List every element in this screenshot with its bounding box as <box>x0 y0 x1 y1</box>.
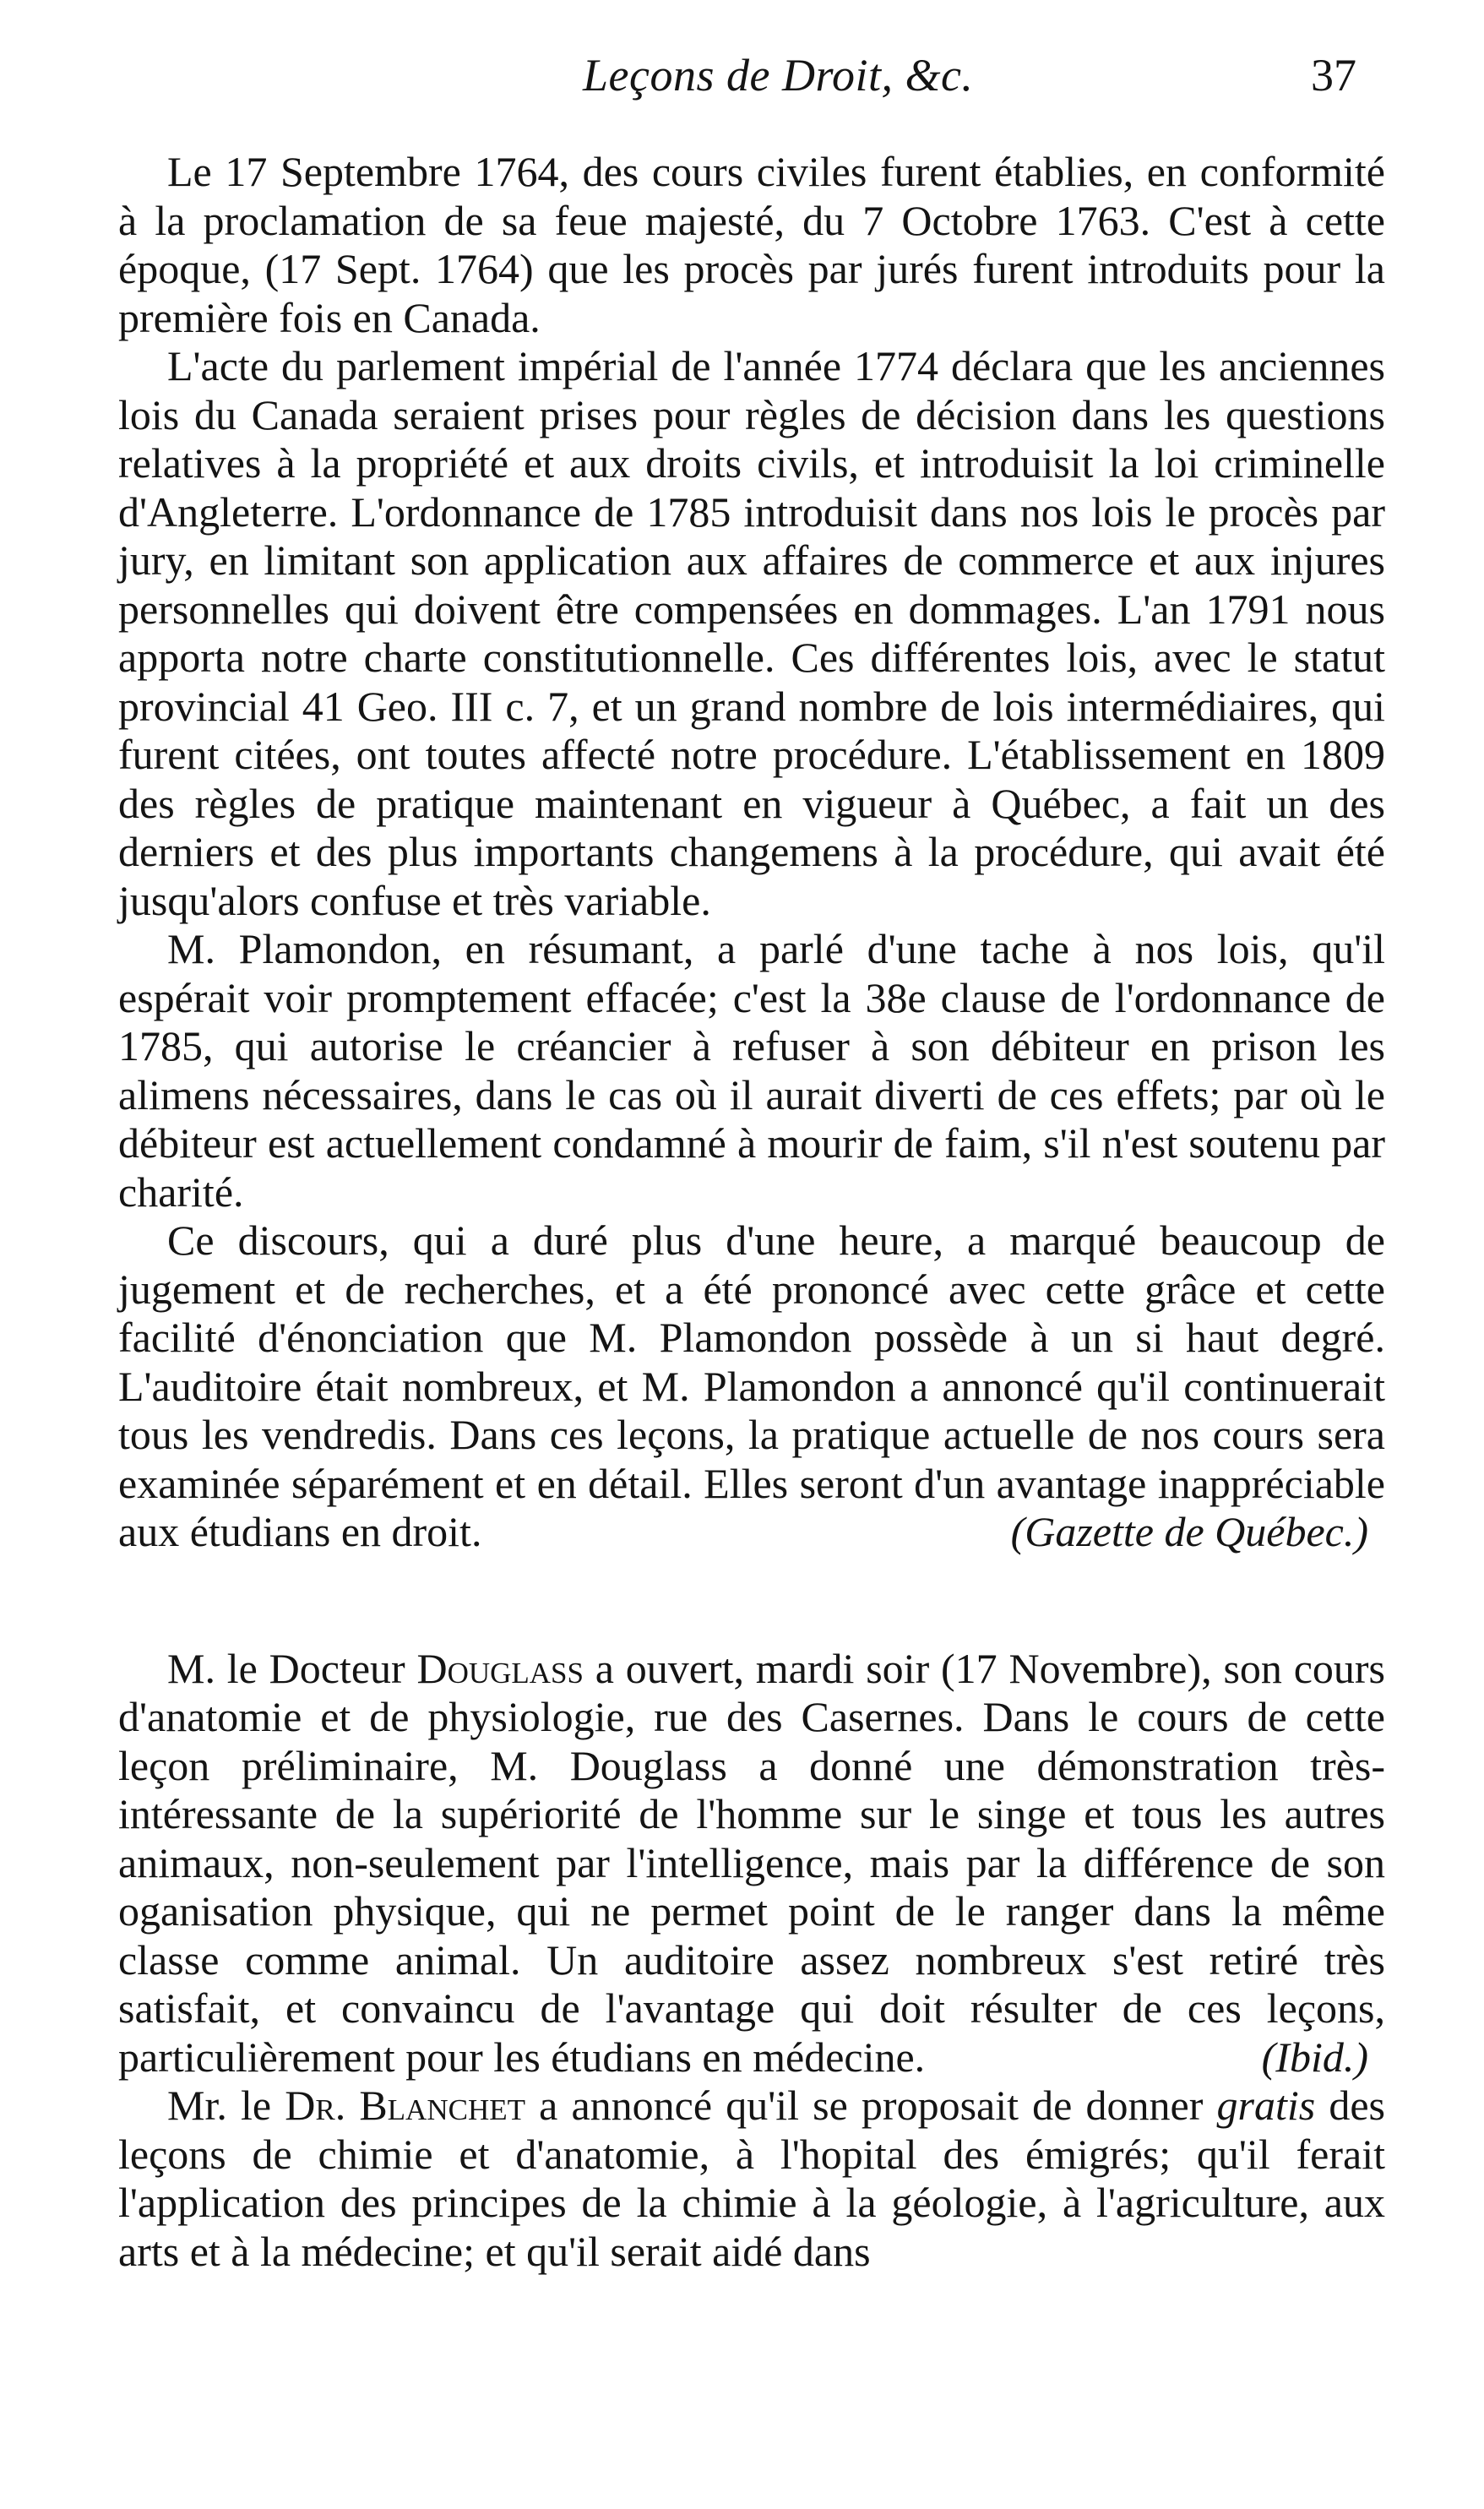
running-title: Leçons de Droit, &c. <box>583 50 974 101</box>
paragraph-plamondon-summary: M. Plamondon, en résumant, a parlé d'une tache à nos lois, qu'il espérait voir promptement effacée; c'est la 38e clause de l'ordonnance de 1785, qui autorise le créancier à refuser à son débiteur en prison les alimens nécessaires, dans le cas où il aurait diverti de ces effets; par où le débiteur est actuellement condamné à mourir de faim, s'il n'est soutenu par charité. <box>118 925 1385 1216</box>
blanchet-text: des leçons de chimie et d'anatomie, à l'hopital des émigrés; qu'il ferait l'application des principes de la chimie à la géologie, à l'agriculture, aux arts et à la médecine; et qu'il serait aidé dans <box>118 2082 1385 2275</box>
citation-gazette: (Gazette de Québec.) <box>1010 1508 1368 1555</box>
paragraph-imperial-act: L'acte du parlement impérial de l'année 1774 déclara que les anciennes lois du Canada seraient prises pour règles de décision dans les questions relatives à la propriété et aux droits civils, et introduisit la loi criminelle d'Angleterre. L'ordonnance de 1785 introduisit dans nos lois le procès par jury, en limitant son application aux affaires de commerce et aux injures personnelles qui doivent être compensées en dommages. L'an 1791 nous apporta notre charte constitutionnelle. Ces différentes lois, avec le statut provincial 41 Geo. III c. 7, et un grand nombre de lois intermédiaires, qui furent citées, ont toutes affecté notre procédure. L'établissement en 1809 des règles de pratique maintenant en vigueur à Québec, a fait un des derniers et des plus importants changemens à la procédure, qui avait été jusqu'alors confuse et très variable. <box>118 342 1385 924</box>
blanchet-intro: Mr. le <box>167 2082 285 2129</box>
blanchet-name: Dr. Blanchet <box>285 2082 525 2129</box>
douglass-text: a ouvert, mardi soir (17 Novembre), son cours d'anatomie et de physiologie, rue des Casernes. Dans le cours de cette leçon préliminaire, M. Douglass a donné une démonstration très-intéressante de la supériorité de l'homme sur le singe et tous les autres animaux, non-seulement par l'intelligence, mais par la différence de son oganisation physique, qui ne permet point de le ranger dans la même classe comme animal. Un auditoire assez nombreux s'est retiré très satisfait, et convaincu de l'avantage qui doit résulter de ces leçons, particulièrement pour les étudians en médecine. <box>118 1644 1385 2081</box>
page-number: 37 <box>1311 50 1356 101</box>
citation-ibid: (Ibid.) <box>1261 2033 1368 2081</box>
blanchet-announce: a annoncé qu'il se proposait de donner <box>525 2082 1217 2129</box>
paragraph-blanchet <box>118 2082 1385 2276</box>
body-text <box>118 148 1385 2276</box>
douglass-intro: M. le Docteur <box>167 1644 417 1692</box>
douglass-name: Douglass <box>416 1644 584 1692</box>
discourse-text: Ce discours, qui a duré plus d'une heure, a marqué beaucoup de jugement et de recherches, et a été prononcé avec cette grâce et cette facilité d'énonciation que M. Plamondon possède à un si haut degré. L'auditoire était nombreux, et M. Plamondon a annoncé qu'il continuerait tous les vendredis. Dans ces leçons, la pratique actuelle de nos cours sera examinée séparément et en détail. Elles seront d'un avantage inappréciable aux étudians en droit. <box>118 1216 1385 1555</box>
paragraph-discourse <box>118 1216 1385 1557</box>
gratis-word: gratis <box>1216 2082 1316 2129</box>
paragraph-civil-courts: Le 17 Septembre 1764, des cours civiles furent établies, en conformité à la proclamation de sa feue majesté, du 7 Octobre 1763. C'est à cette époque, (17 Sept. 1764) que les procès par jurés furent introduits pour la première fois en Canada. <box>118 148 1385 341</box>
paragraph-douglass-course <box>118 1645 1385 2082</box>
section-gap <box>118 1557 1385 1645</box>
